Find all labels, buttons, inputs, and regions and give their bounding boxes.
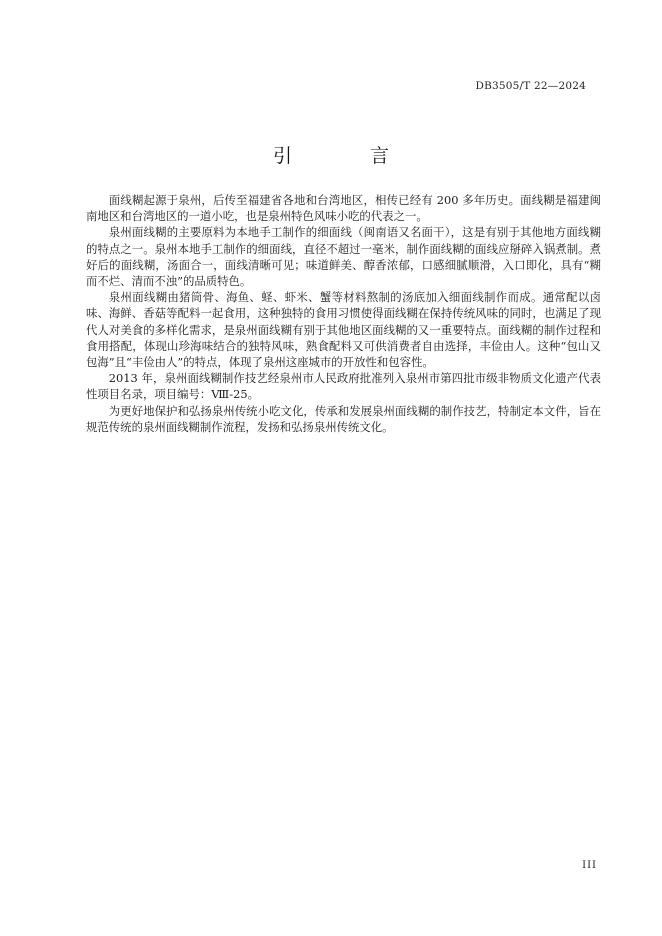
document-code: DB3505/T 22—2024 <box>475 80 586 92</box>
page-number: III <box>582 860 597 871</box>
introduction-body <box>86 192 601 435</box>
paragraph-purpose: 为更好地保护和弘扬泉州传统小吃文化，传承和发展泉州面线糊的制作技艺，特制定本文件，旨在规范传统的泉州面线糊制作流程，发扬和弘扬泉州传统文化。 <box>86 403 601 434</box>
paragraph-preparation: 泉州面线糊由猪筒骨、海鱼、蛏、虾米、蟹等材料熬制的汤底加入细面线制作而成。通常配以卤味、海鲜、香菇等配料一起食用，这种独特的食用习惯使得面线糊在保持传统风味的同时，也满足了现代人对美食的多样化需求，是泉州面线糊有别于其他地区面线糊的又一重要特点。面线糊的制作过程和食用搭配，体现山珍海味结合的独特风味，熟食配料又可供消费者自由选择，丰俭由人。这种“包山又包海”且“丰俭由人”的特点，体现了泉州这座城市的开放性和包容性。 <box>86 290 601 370</box>
paragraph-origin: 面线糊起源于泉州，后传至福建省各地和台湾地区，相传已经有 200 多年历史。面线糊是福建闽南地区和台湾地区的一道小吃，也是泉州特色风味小吃的代表之一。 <box>86 193 601 224</box>
paragraph-ingredients: 泉州面线糊的主要原料为本地手工制作的细面线（闽南语又名面干），这是有别于其他地方面线糊的特点之一。泉州本地手工制作的细面线，直径不超过一毫米，制作面线糊的面线应掰碎入锅煮制。煮好后的面线糊，汤面合一，面线清晰可见；味道鲜美、醇香浓郁，口感细腻顺滑，入口即化，具有“糊而不烂、清而不浊”的品质特色。 <box>86 225 601 289</box>
page-title: 引 言 <box>272 145 426 167</box>
paragraph-heritage: 2013 年，泉州面线糊制作技艺经泉州市人民政府批准列入泉州市第四批市级非物质文化遗产代表性项目名录，项目编号：Ⅷ-25。 <box>86 371 601 402</box>
